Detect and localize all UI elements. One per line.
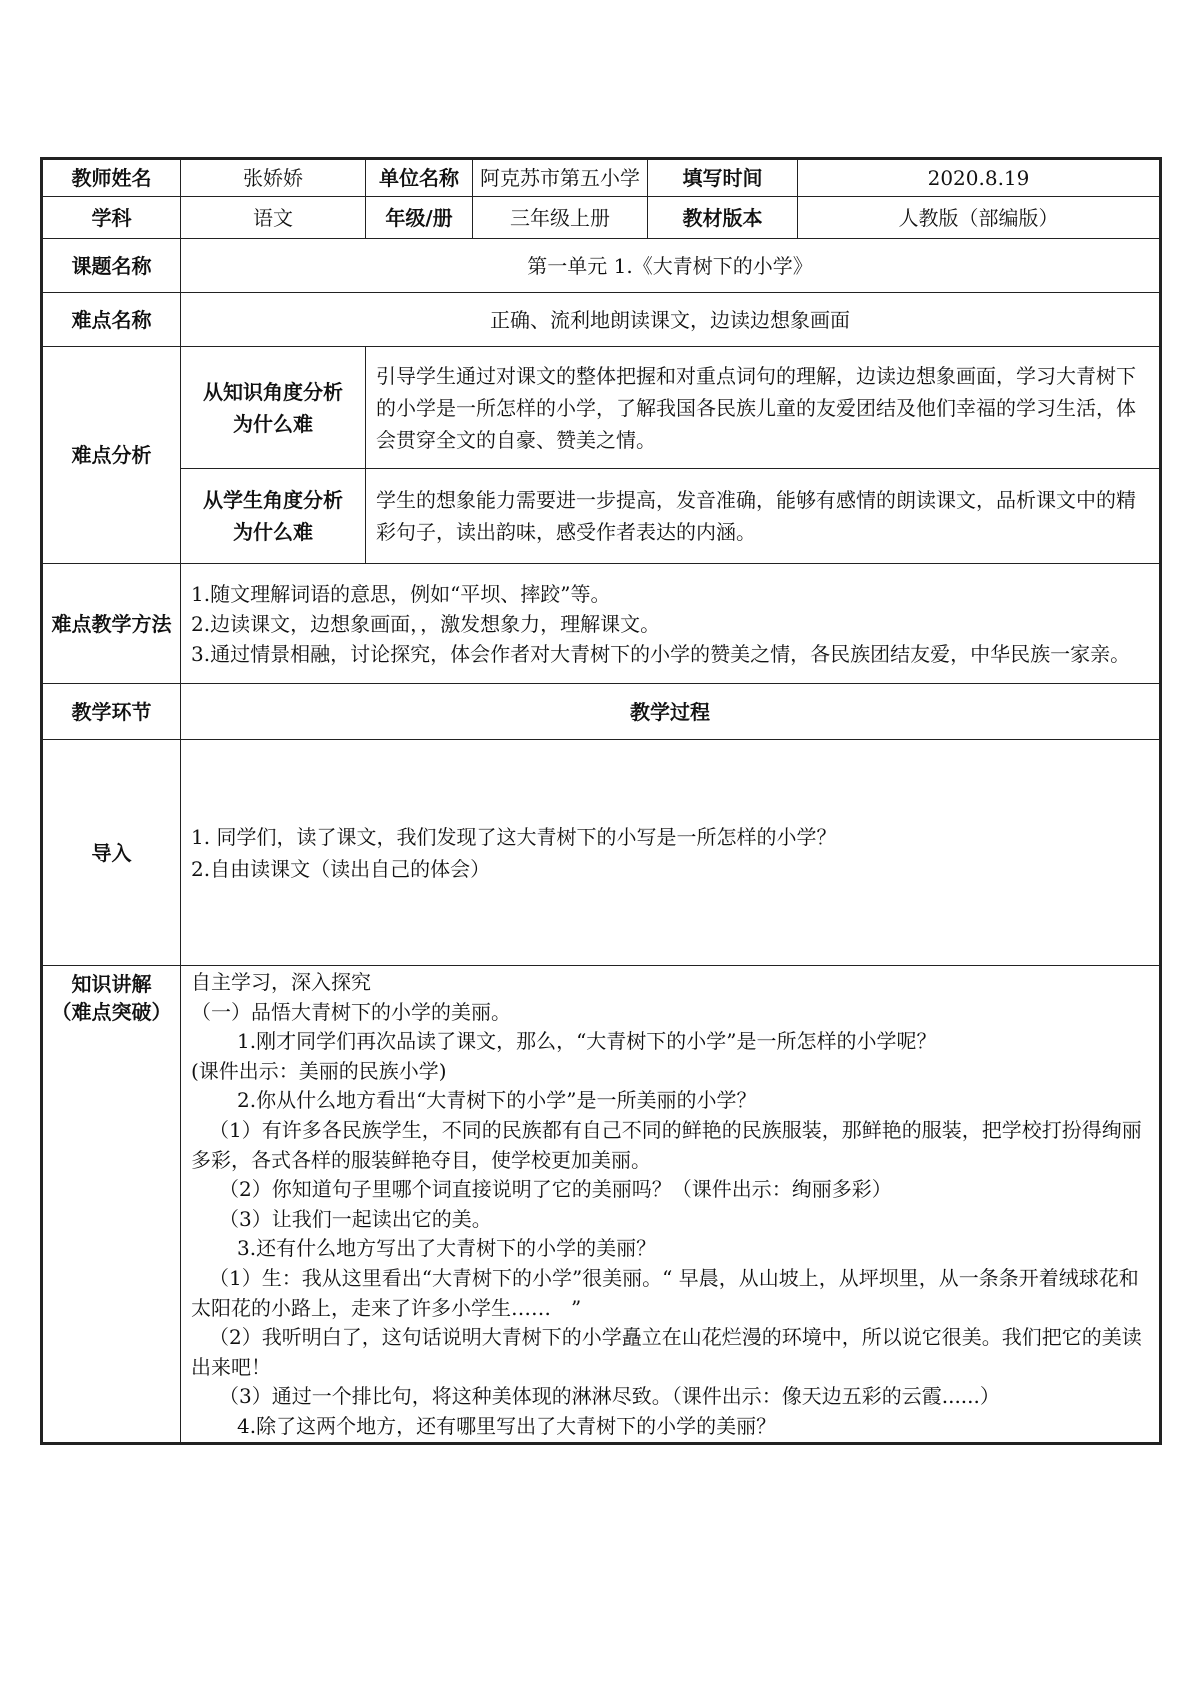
- topic-label: 课题名称: [42, 239, 181, 293]
- intro-line-2: 2.自由读课文（读出自己的体会）: [191, 856, 491, 881]
- analysis-label: 难点分析: [42, 347, 181, 564]
- knowledge-line: 3.还有什么地方写出了大青树下的小学的美丽？: [237, 1236, 657, 1261]
- edition-value: 人教版（部编版）: [798, 197, 1161, 239]
- grade-label: 年级/册: [366, 197, 473, 239]
- stage-header: 教学环节: [42, 684, 181, 740]
- teacher-name-value: 张娇娇: [181, 159, 366, 197]
- knowledge-line: （1）生：我从这里看出“大青树下的小学”很美丽。“ 早晨，从山坡上，从坪坝里，从一条条开着绒球花和太阳花的小路上，走来了许多小学生…… ”: [191, 1265, 1139, 1320]
- knowledge-line: （一）品悟大青树下的小学的美丽。: [191, 999, 511, 1024]
- knowledge-angle-label: 从知识角度分析为什么难: [181, 347, 366, 469]
- lesson-plan-table: [40, 157, 1162, 1445]
- row-difficulty: [42, 293, 1161, 347]
- method-item-1: 1.随文理解词语的意思，例如“平坝、摔跤”等。: [191, 581, 611, 606]
- student-angle-label: 从学生角度分析为什么难: [181, 469, 366, 564]
- knowledge-line: 自主学习，深入探究: [191, 970, 371, 994]
- unit-name-value: 阿克苏市第五小学: [473, 159, 648, 197]
- row-analysis-knowledge: [42, 347, 1161, 469]
- knowledge-line: （1）有许多各民族学生，不同的民族都有自己不同的鲜艳的民族服装，那鲜艳的服装，把学校打扮得绚丽多彩，各式各样的服装鲜艳夺目，使学校更加美丽。: [191, 1117, 1142, 1172]
- row-knowledge: [42, 966, 1161, 1444]
- knowledge-angle-text: 引导学生通过对课文的整体把握和对重点词句的理解，边读边想象画面，学习大青树下的小学是一所怎样的小学，了解我国各民族儿童的友爱团结及他们幸福的学习生活，体会贯穿全文的自豪、赞美之情。: [366, 347, 1161, 469]
- topic-value: 第一单元 1.《大青树下的小学》: [181, 239, 1161, 293]
- knowledge-line: （3）通过一个排比句，将这种美体现的淋淋尽致。（课件出示：像天边五彩的云霞......）: [219, 1384, 1000, 1409]
- difficulty-label: 难点名称: [42, 293, 181, 347]
- row-analysis-student: [42, 469, 1161, 564]
- student-angle-text: 学生的想象能力需要进一步提高，发音准确，能够有感情的朗读课文，品析课文中的精彩句子，读出韵味，感受作者表达的内涵。: [366, 469, 1161, 564]
- knowledge-line: 1.刚才同学们再次品读了课文，那么，“大青树下的小学”是一所怎样的小学呢？: [237, 1029, 937, 1054]
- knowledge-line: 2.你从什么地方看出“大青树下的小学”是一所美丽的小学？: [237, 1088, 757, 1113]
- knowledge-line: （3）让我们一起读出它的美。: [219, 1206, 492, 1231]
- method-content: [181, 564, 1161, 684]
- knowledge-line: （2）我听明白了，这句话说明大青树下的小学矗立在山花烂漫的环境中，所以说它很美。我们把它的美读出来吧！: [191, 1325, 1142, 1379]
- grade-value: 三年级上册: [473, 197, 648, 239]
- teacher-name-label: 教师姓名: [42, 159, 181, 197]
- row-subject-info: [42, 197, 1161, 239]
- difficulty-value: 正确、流利地朗读课文，边读边想象画面: [181, 293, 1161, 347]
- intro-content: [181, 740, 1161, 966]
- method-item-2: 2.边读课文，边想象画面，，激发想象力，理解课文。: [191, 611, 661, 636]
- row-process-header: [42, 684, 1161, 740]
- row-method: [42, 564, 1161, 684]
- knowledge-sublabel: （难点突破）: [51, 1000, 172, 1024]
- lesson-plan-document: [40, 157, 1159, 1445]
- knowledge-line: 4.除了这两个地方，还有哪里写出了大青树下的小学的美丽？: [237, 1413, 777, 1438]
- method-item-3: 3.通过情景相融，讨论探究，体会作者对大青树下的小学的赞美之情，各民族团结友爱，中华民族一家亲。: [191, 641, 1131, 666]
- fill-date-label: 填写时间: [648, 159, 798, 197]
- knowledge-label: 知识讲解: [71, 972, 152, 996]
- method-label: 难点教学方法: [42, 564, 181, 684]
- fill-date-value: 2020.8.19: [798, 159, 1161, 197]
- edition-label: 教材版本: [648, 197, 798, 239]
- subject-value: 语文: [181, 197, 366, 239]
- knowledge-label-cell: [42, 966, 181, 1444]
- unit-name-label: 单位名称: [366, 159, 473, 197]
- knowledge-content: [181, 966, 1161, 1444]
- row-teacher-info: [42, 159, 1161, 197]
- intro-label: 导入: [42, 740, 181, 966]
- subject-label: 学科: [42, 197, 181, 239]
- row-intro: [42, 740, 1161, 966]
- knowledge-line: （2）你知道句子里哪个词直接说明了它的美丽吗？（课件出示：绚丽多彩）: [219, 1177, 892, 1202]
- process-header: 教学过程: [181, 684, 1161, 740]
- row-topic: [42, 239, 1161, 293]
- intro-line-1: 1. 同学们，读了课文，我们发现了这大青树下的小写是一所怎样的小学？: [191, 824, 837, 849]
- knowledge-line: (课件出示：美丽的民族小学): [191, 1058, 447, 1083]
